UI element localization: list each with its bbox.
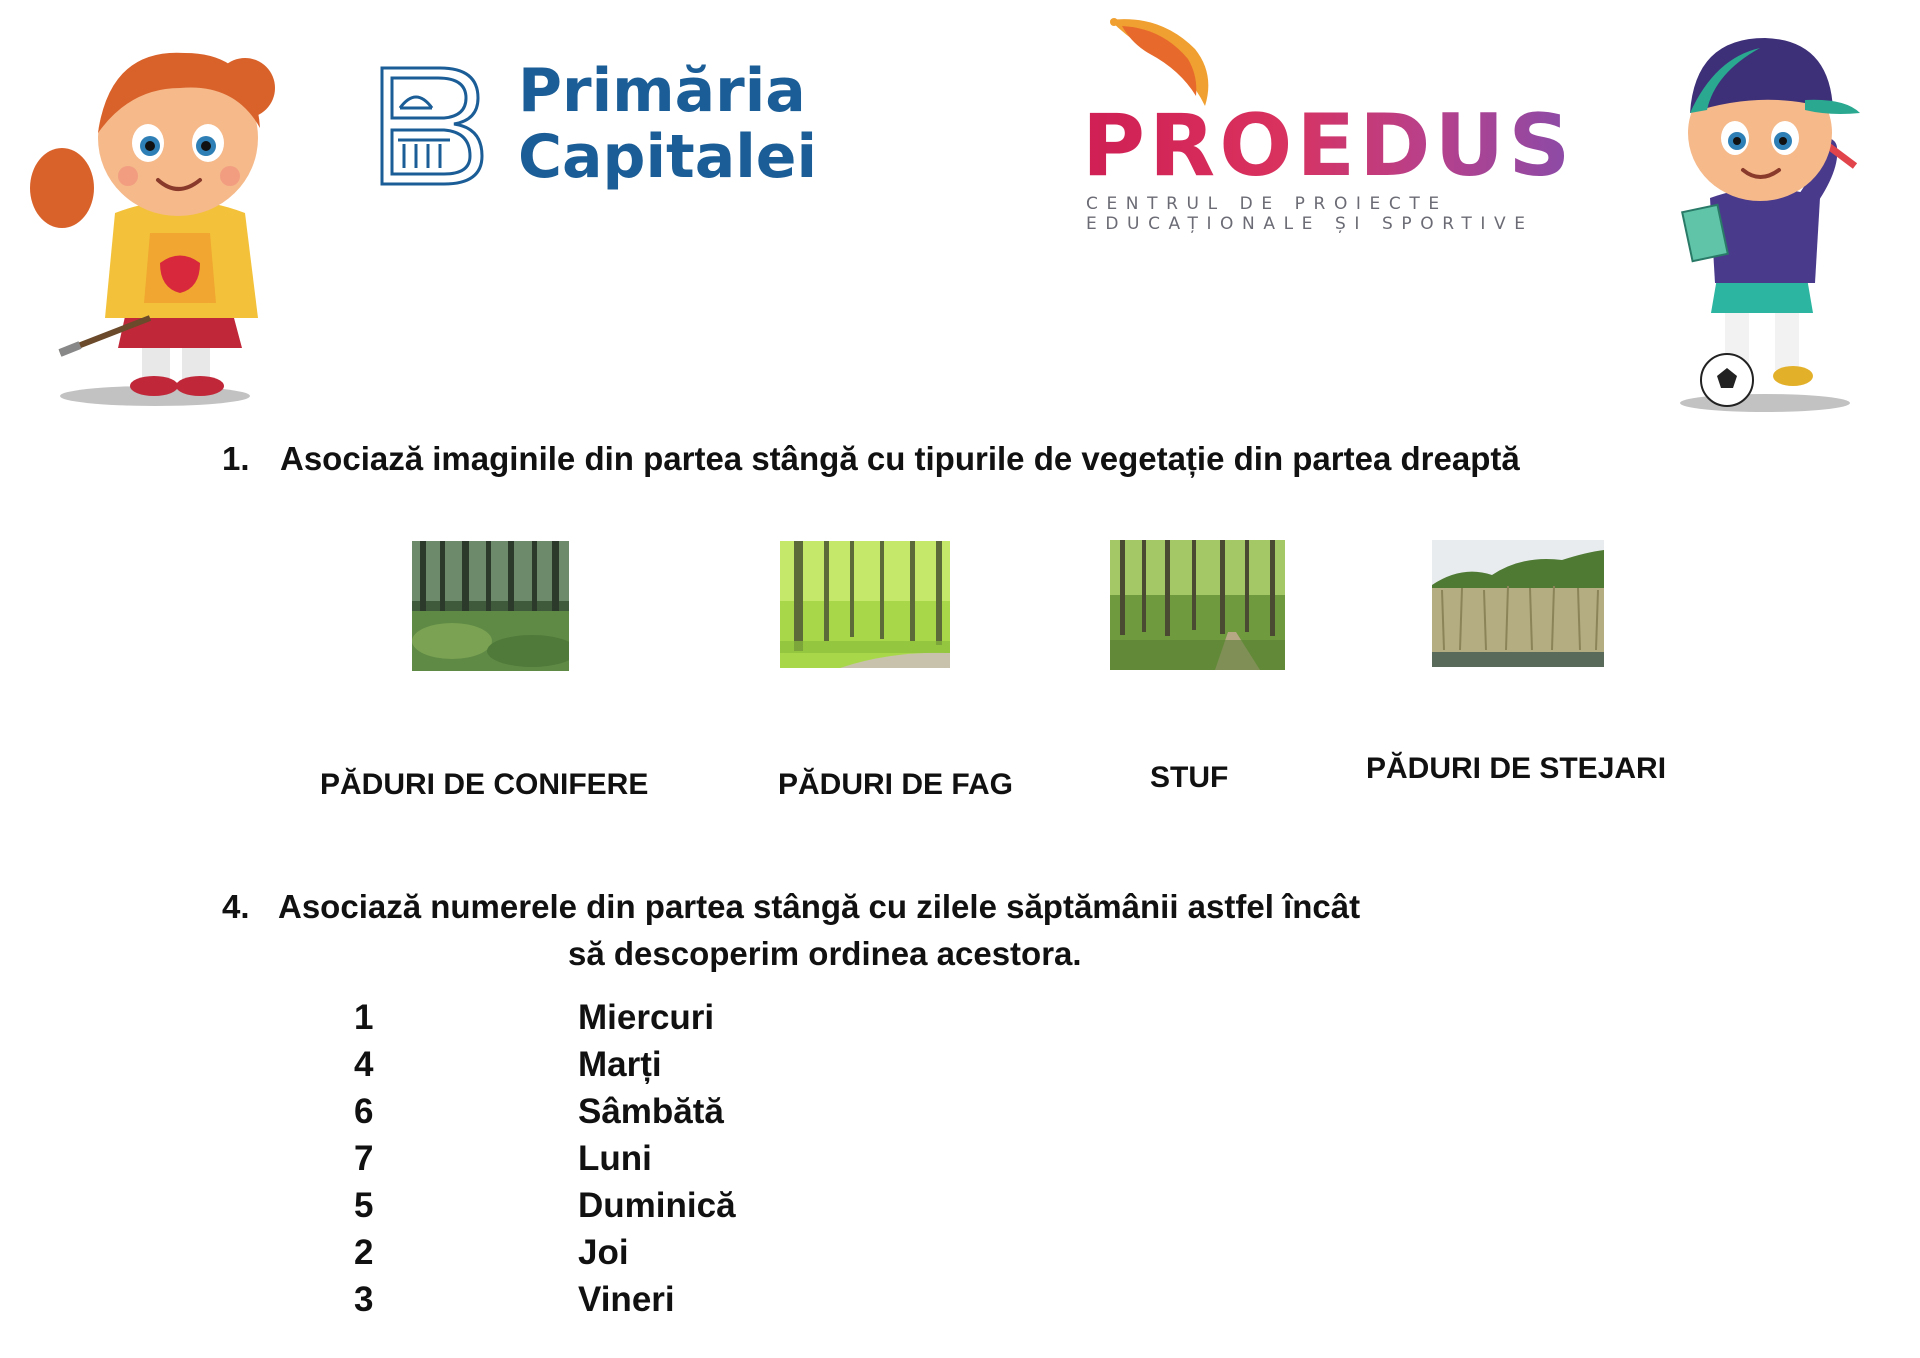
day-item: Miercuri — [578, 998, 715, 1037]
number-item: 1 — [354, 998, 374, 1037]
proedus-logo — [1070, 14, 1575, 234]
exercise4-instruction-line2: să descoperim ordinea acestora. — [568, 935, 1082, 972]
day-item: Vineri — [578, 1280, 675, 1319]
number-item: 7 — [354, 1139, 374, 1178]
building-b-icon — [378, 64, 486, 188]
number-item: 2 — [354, 1233, 374, 1272]
proedus-subtitle-line2: EDUCAȚIONALE ȘI SPORTIVE — [1086, 214, 1534, 234]
proedus-subtitle-line1: CENTRUL DE PROIECTE — [1086, 194, 1448, 214]
vegetation-label-reed: STUF — [1150, 761, 1229, 794]
day-item: Sâmbătă — [578, 1092, 724, 1131]
primaria-text: Primăria — [518, 56, 806, 126]
primaria-capitalei-logo — [370, 56, 830, 200]
vegetation-label-beech: PĂDURI DE FAG — [778, 768, 1014, 801]
day-item: Luni — [578, 1139, 652, 1178]
girl-mascot — [20, 18, 280, 408]
day-item: Duminică — [578, 1186, 736, 1225]
number-item: 4 — [354, 1045, 374, 1084]
exercise1-instruction: Asociază imaginile din partea stângă cu tipurile de vegetație din partea dreaptă — [280, 440, 1520, 477]
reed-lake-photo — [1432, 540, 1604, 667]
capitalei-text: Capitalei — [518, 122, 818, 192]
beech-forest-photo — [780, 541, 950, 668]
exercise4-number: 4. — [222, 888, 250, 925]
number-item: 3 — [354, 1280, 374, 1319]
number-item: 5 — [354, 1186, 374, 1225]
vegetation-label-oak: PĂDURI DE STEJARI — [1366, 752, 1667, 785]
flame-icon — [1100, 14, 1220, 109]
number-item: 6 — [354, 1092, 374, 1131]
exercise1-number: 1. — [222, 440, 250, 477]
day-item: Joi — [578, 1233, 629, 1272]
conifer-forest-photo — [412, 541, 569, 671]
day-item: Marți — [578, 1045, 662, 1084]
forest-path-photo — [1110, 540, 1285, 670]
exercise4-instruction-line1: Asociază numerele din partea stângă cu zilele săptămânii astfel încât — [278, 888, 1361, 925]
vegetation-label-conifers: PĂDURI DE CONIFERE — [320, 768, 649, 801]
boy-mascot — [1655, 18, 1885, 413]
proedus-wordmark: PROEDUS — [1082, 96, 1575, 196]
